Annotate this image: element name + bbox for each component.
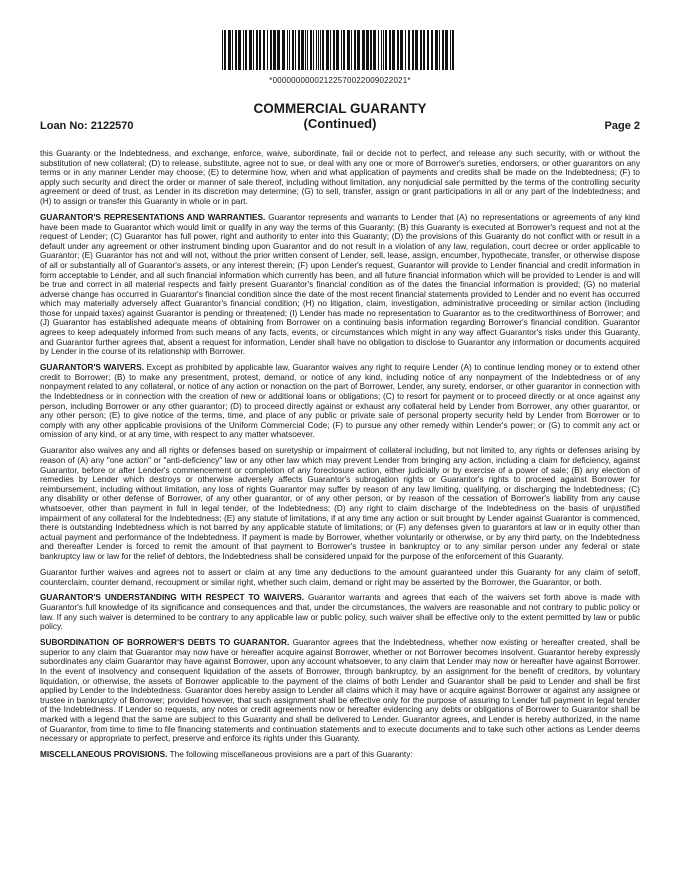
paragraph-heading: GUARANTOR'S WAIVERS. xyxy=(40,363,144,373)
paragraph-text: Except as prohibited by applicable law, Guarantor waives any right to require Lender (A) to continue lending money or to extend other credit to Borrower; (B) to make any presentment, protest, demand, or notice of any kind, including notice of any nonpayment of the Indebtedness or of any nonpayment related to any collateral, or notice of any action or nonaction on the part of Borrower, Lender, any surety, endorser, or other guarantor in connection with the Indebtedness or in connection with the creation of new or additional loans or obligations; (C) to resort for payment or to proceed directly or at once against any person, including Borrower or any other guarantor; (D) to proceed directly against or exhaust any collateral held by Lender from Borrower, any other guarantor, or any other person; (E) to give notice of the terms, time, and place of any public or private sale of personal property security held by Lender from Borrower or to comply with any other applicable provisions of the Uniform Commercial Code; (F) to pursue any other remedy within Lender's power; or (G) to commit any act or omission of any kind, or at any time, with respect to any matter whatsoever. xyxy=(40,363,640,440)
paragraph-security-continued xyxy=(40,149,640,207)
paragraph-text: Guarantor warrants and agrees that each of the waivers set forth above is made with Guarantor's full knowledge of its significance and consequences and that, under the circumstances, the waivers are reasonable and not contrary to public policy or law. If any such waiver is determined to be contrary to any applicable law or public policy, such waiver shall be effective only to the extent permitted by law or public policy. xyxy=(40,593,640,632)
document-title: COMMERCIAL GUARANTY xyxy=(253,101,427,116)
paragraph-setoff-waiver xyxy=(40,568,640,587)
document-body xyxy=(40,149,640,766)
paragraph-heading: SUBORDINATION OF BORROWER'S DEBTS TO GUARANTOR. xyxy=(40,638,290,648)
barcode-image xyxy=(220,30,460,70)
paragraph-representations xyxy=(40,213,640,357)
page-number: Page 2 xyxy=(604,120,640,132)
paragraph-text: this Guaranty or the Indebtedness, and exchange, enforce, waive, subordinate, fail or decide not to perfect, and release any such security, with or without the substitution of new collateral; (D) to release, substitute, agree not to sue, or deal with any one or more of Borrower's sureties, endorsers, or other guarantors on any terms or in any manner Lender may choose; (E) to determine how, when and what application of payments and credits shall be made on the Indebtedness; (F) to apply such security and direct the order or manner of sale thereof, including without limitation, any nonjudicial sale permitted by the terms of the controlling security agreement or deed of trust, as Lender in its discretion may determine; (G) to sell, transfer, assign or grant participations in all or any part of the Indebtedness; and (H) to assign or transfer this Guaranty in whole or in part. xyxy=(40,149,640,206)
paragraph-text: Guarantor further waives and agrees not to assert or claim at any time any deductions to the amount guaranteed under this Guaranty for any claim of setoff, counterclaim, counter demand, recoupment or similar right, whether such claim, demand or right may be asserted by the Borrower, the Guarantor, or both. xyxy=(40,567,640,587)
paragraph-heading: GUARANTOR'S UNDERSTANDING WITH RESPECT TO WAIVERS. xyxy=(40,593,305,603)
barcode-block xyxy=(0,30,680,85)
paragraph-text: Guarantor agrees that the Indebtedness, whether now existing or hereafter created, shall be superior to any claim that Guarantor may now have or hereafter acquire against Borrower, whether or not Borrower becomes insolvent. Guarantor hereby expressly subordinates any claim Guarantor may have against Borrower, upon any account whatsoever, to any claim that Lender may now or hereafter have against Borrower. In the event of insolvency and consequent liquidation of the assets of Borrower, through bankruptcy, by an assignment for the benefit of creditors, by voluntary liquidation, or otherwise, the assets of Borrower applicable to the payment of the claims of both Lender and Guarantor shall be paid to Lender and shall be first applied by Lender to the Indebtedness. Guarantor does hereby assign to Lender all claims which it may have or acquire against Borrower or against any assignee or trustee in bankruptcy of Borrower; provided however, that such assignment shall be effective only for the purpose of assuring to Lender full payment in legal tender of the Indebtedness. If Lender so requests, any notes or credit agreements now or hereafter evidencing any debts or obligations of Borrower to Guarantor shall be marked with a legend that the same are subject to this Guaranty and shall be delivered to Lender. Guarantor agrees, and Lender is hereby authorized, in the name of Guarantor, from time to time to file financing statements and continuation statements and to execute documents and to take such other actions as Lender deems necessary or appropriate to perfect, preserve and enforce its rights under this Guaranty. xyxy=(40,638,640,744)
paragraph-text: The following miscellaneous provisions are a part of this Guaranty: xyxy=(167,750,413,760)
paragraph-understanding xyxy=(40,593,640,631)
paragraph-suretyship-waivers xyxy=(40,446,640,561)
loan-number: Loan No: 2122570 xyxy=(40,120,134,132)
paragraph-miscellaneous xyxy=(40,750,640,760)
paragraph-heading: GUARANTOR'S REPRESENTATIONS AND WARRANTIES. xyxy=(40,212,266,222)
paragraph-subordination xyxy=(40,638,640,744)
document-subtitle: (Continued) xyxy=(303,116,377,131)
document-header xyxy=(40,101,640,135)
paragraph-text: Guarantor represents and warrants to Lender that (A) no representations or agreements of any kind have been made to Guarantor which would limit or qualify in any way the terms of this Guaranty; (B) this Guaranty is executed at Borrower's request and not at the request of Lender; (C) Guarantor has full power, right and authority to enter into this Guaranty; (D) the provisions of this Guaranty do not conflict with or result in a default under any agreement or other instrument binding upon Guarantor and do not result in a violation of any law, regulation, court decree or order applicable to Guarantor; (E) Guarantor has not and will not, without the prior written consent of Lender, sell, lease, assign, encumber, hypothecate, transfer, or otherwise dispose of all or substantially all of Guarantor's assets, or any interest therein; (F) upon Lender's request, Guarantor will provide to Lender financial and credit information in form acceptable to Lender, and all such financial information which currently has been, and all future financial information which will be provided to Lender is and will be true and correct in all material respects and fairly present Guarantor's financial condition as of the dates the financial information is provided; (G) no material adverse change has occurred in Guarantor's financial condition since the date of the most recent financial statements provided to Lender and no event has occurred which may materially adversely affect Guarantor's financial condition; (H) no litigation, claim, investigation, administrative proceeding or similar action (including those for unpaid taxes) against Guarantor is pending or threatened; (I) Lender has made no representation to Guarantor as to the creditworthiness of Borrower; and (J) Guarantor has established adequate means of obtaining from Borrower on a continuing basis information regarding Borrower's financial condition. Guarantor agrees to keep adequately informed from such means of any facts, events, or circumstances which might in any way affect Guarantor's risks under this Guaranty, and Guarantor further agrees that, absent a request for information, Lender shall have no obligation to disclose to Guarantor any information or documents acquired by Lender in the course of its relationship with Borrower. xyxy=(40,212,641,357)
paragraph-text: Guarantor also waives any and all rights or defenses based on suretyship or impairment of collateral including, but not limited to, any rights or defenses arising by reason of (A) any "one action" or "anti-deficiency" law or any other law which may prevent Lender from bringing any action, including a claim for deficiency, against Guarantor, before or after Lender's commencement or completion of any foreclosure action, either judicially or by exercise of a power of sale; (B) any election of remedies by Lender which destroys or otherwise adversely affects Guarantor's subrogation rights or Guarantor's rights to proceed against Borrower for reimbursement, including without limitation, any loss of rights Guarantor may suffer by reason of any law limiting, qualifying, or discharging the Indebtedness; (C) any disability or other defense of Borrower, of any other guarantor, or of any other person, or by reason of the cessation of Borrower's liability from any cause whatsoever, other than payment in full in legal tender, of the Indebtedness; (D) any right to claim discharge of the Indebtedness on the basis of unjustified impairment of any collateral for the Indebtedness; (E) any statute of limitations, if at any time any action or suit brought by Lender against Guarantor is commenced, there is outstanding Indebtedness which is not barred by any applicable statute of limitations; or (F) any defenses given to guarantors at law or in equity other than actual payment and performance of the Indebtedness. If payment is made by Borrower, whether voluntarily or otherwise, or by any third party, on the Indebtedness and thereafter Lender is forced to remit the amount of that payment to Borrower's trustee in bankruptcy or to any similar person under any federal or state bankruptcy law or law for the relief of debtors, the Indebtedness shall be considered unpaid for the purpose of the enforcement of this Guaranty. xyxy=(40,446,640,561)
barcode-number: *00000000002122570022009022021* xyxy=(269,76,411,85)
paragraph-heading: MISCELLANEOUS PROVISIONS. xyxy=(40,750,168,760)
paragraph-waivers xyxy=(40,363,640,440)
